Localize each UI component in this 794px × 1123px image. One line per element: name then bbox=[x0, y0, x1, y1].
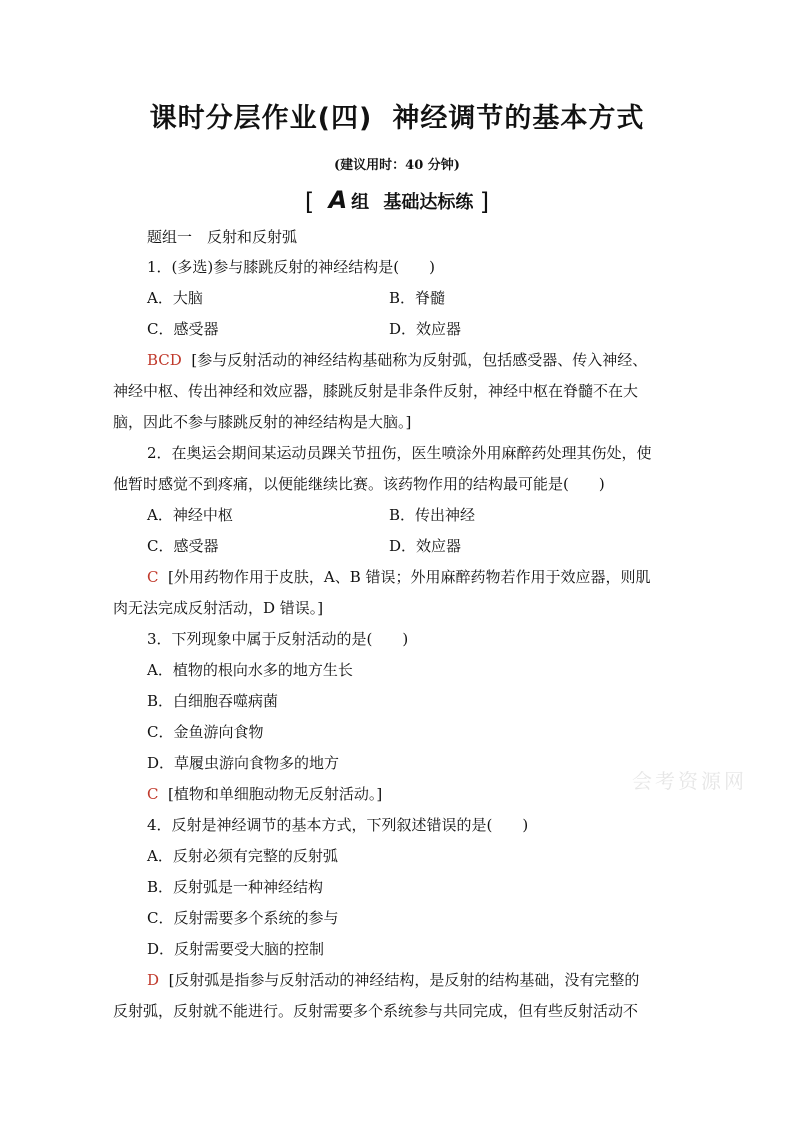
option: C．反射需要多个系统的参与 bbox=[147, 909, 339, 927]
explanation-text: 脑，因此不参与膝跳反射的神经结构是大脑。] bbox=[113, 413, 412, 431]
option: C．金鱼游向食物 bbox=[147, 723, 264, 741]
bracket-left: [ bbox=[304, 188, 315, 216]
option: D．效应器 bbox=[389, 537, 462, 555]
question-stem: 2．在奥运会期间某运动员踝关节扭伤，医生喷涂外用麻醉药处理其伤处，使 bbox=[147, 444, 652, 462]
title-left: 课时分层作业(四) bbox=[149, 103, 373, 134]
option: B．脊髓 bbox=[389, 289, 446, 307]
explanation-text: [参与反射活动的神经结构基础称为反射弧，包括感受器、传入神经、 bbox=[191, 351, 648, 369]
answer-explanation bbox=[147, 567, 651, 587]
page-title bbox=[0, 96, 794, 135]
title-right: 神经调节的基本方式 bbox=[392, 103, 645, 134]
explanation-text: 反射弧，反射就不能进行。反射需要多个系统参与共同完成，但有些反射活动不 bbox=[113, 1002, 639, 1020]
answer-explanation bbox=[147, 350, 647, 370]
option: B．反射弧是一种神经结构 bbox=[147, 878, 324, 896]
explanation-text: [植物和单细胞动物无反射活动。] bbox=[168, 785, 383, 803]
answer-key: C bbox=[147, 785, 159, 803]
watermark: 会考资源网 bbox=[632, 769, 747, 793]
suggested-time: (建议用时：40 分钟) bbox=[334, 158, 460, 173]
option: D．反射需要受大脑的控制 bbox=[147, 940, 325, 958]
question-stem: 他暂时感觉不到疼痛，以便能继续比赛。该药物作用的结构最可能是( ) bbox=[113, 475, 605, 493]
option: D．效应器 bbox=[389, 320, 462, 338]
explanation-text: 肉无法完成反射活动，D 错误。] bbox=[113, 599, 324, 617]
option: C．感受器 bbox=[147, 537, 219, 555]
answer-key: C bbox=[147, 568, 159, 586]
group-letter: A bbox=[328, 186, 348, 214]
option: B．传出神经 bbox=[389, 506, 476, 524]
group-name: 基础达标练 bbox=[383, 192, 474, 213]
option: C．感受器 bbox=[147, 320, 219, 338]
answer-explanation bbox=[147, 784, 382, 804]
bracket-right: ] bbox=[479, 188, 490, 216]
explanation-text: [反射弧是指参与反射活动的神经结构，是反射的结构基础，没有完整的 bbox=[168, 971, 640, 989]
question-stem: 4．反射是神经调节的基本方式，下列叙述错误的是( ) bbox=[147, 816, 529, 834]
answer-key: BCD bbox=[147, 351, 182, 369]
option: B．白细胞吞噬病菌 bbox=[147, 692, 279, 710]
option: D．草履虫游向食物多的地方 bbox=[147, 754, 340, 772]
explanation-text: [外用药物作用于皮肤，A、B 错误；外用麻醉药物若作用于效应器，则肌 bbox=[168, 568, 651, 586]
option: A．神经中枢 bbox=[147, 506, 233, 524]
answer-explanation bbox=[147, 970, 639, 990]
explanation-text: 神经中枢、传出神经和效应器，膝跳反射是非条件反射，神经中枢在脊髓不在大 bbox=[113, 382, 639, 400]
question-stem: 3．下列现象中属于反射活动的是( ) bbox=[147, 630, 409, 648]
question-stem: 1．(多选)参与膝跳反射的神经结构是( ) bbox=[147, 258, 435, 276]
option: A．大脑 bbox=[147, 289, 203, 307]
group-heading bbox=[0, 186, 794, 216]
section-label: 题组一 反射和反射弧 bbox=[147, 228, 298, 246]
option: A．植物的根向水多的地方生长 bbox=[147, 661, 353, 679]
option: A．反射必须有完整的反射弧 bbox=[147, 847, 338, 865]
answer-key: D bbox=[147, 971, 160, 989]
group-label: 组 bbox=[351, 192, 370, 213]
